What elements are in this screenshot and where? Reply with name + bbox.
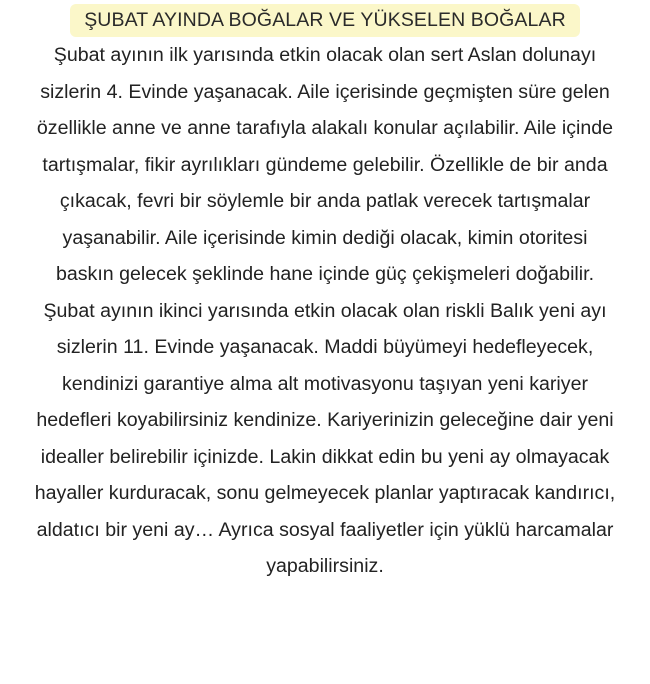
paragraph-line: idealler belirebilir içinizde. Lakin dikkat edin bu yeni ay olmayacak <box>40 445 610 468</box>
paragraph-line: kendinizi garantiye alma alt motivasyonu taşıyan yeni kariyer <box>61 372 589 395</box>
page-title: ŞUBAT AYINDA BOĞALAR VE YÜKSELEN BOĞALAR <box>70 4 580 37</box>
paragraph-line: aldatıcı bir yeni ay… Ayrıca sosyal faaliyetler için yüklü harcamalar <box>36 518 614 541</box>
paragraph-line: çıkacak, fevri bir söylemle bir anda patlak verecek tartışmalar <box>59 190 591 212</box>
paragraph-line: Şubat ayının ikinci yarısında etkin olacak olan riskli Balık yeni ayı <box>43 299 607 322</box>
paragraph-line: tartışmalar, fikir ayrılıkları gündeme gelebilir. Özellikle de bir anda <box>42 153 608 176</box>
paragraph-line: sizlerin 11. Evinde yaşanacak. Maddi büyümeyi hedefleyecek, <box>56 336 594 358</box>
paragraph-line: yaşanabilir. Aile içerisinde kimin dediği olacak, kimin otoritesi <box>62 226 588 249</box>
title-row <box>0 4 650 37</box>
paragraph-line: hayaller kurduracak, sonu gelmeyecek planlar yaptıracak kandırıcı, <box>34 482 616 504</box>
horoscope-paragraph <box>4 37 646 585</box>
paragraph-line: Şubat ayının ilk yarısında etkin olacak olan sert Aslan dolunayı <box>53 44 597 66</box>
paragraph-line: özellikle anne ve anne tarafıyla alakalı konular açılabilir. Aile içinde <box>36 117 614 139</box>
paragraph-line: sizlerin 4. Evinde yaşanacak. Aile içerisinde geçmişten süre gelen <box>40 80 610 103</box>
paragraph-line: yapabilirsiniz. <box>266 555 384 577</box>
paragraph-line: baskın gelecek şeklinde hane içinde güç çekişmeleri doğabilir. <box>55 263 595 285</box>
paragraph-line: hedefleri koyabilirsiniz kendinize. Kariyerinizin geleceğine dair yeni <box>36 409 614 431</box>
